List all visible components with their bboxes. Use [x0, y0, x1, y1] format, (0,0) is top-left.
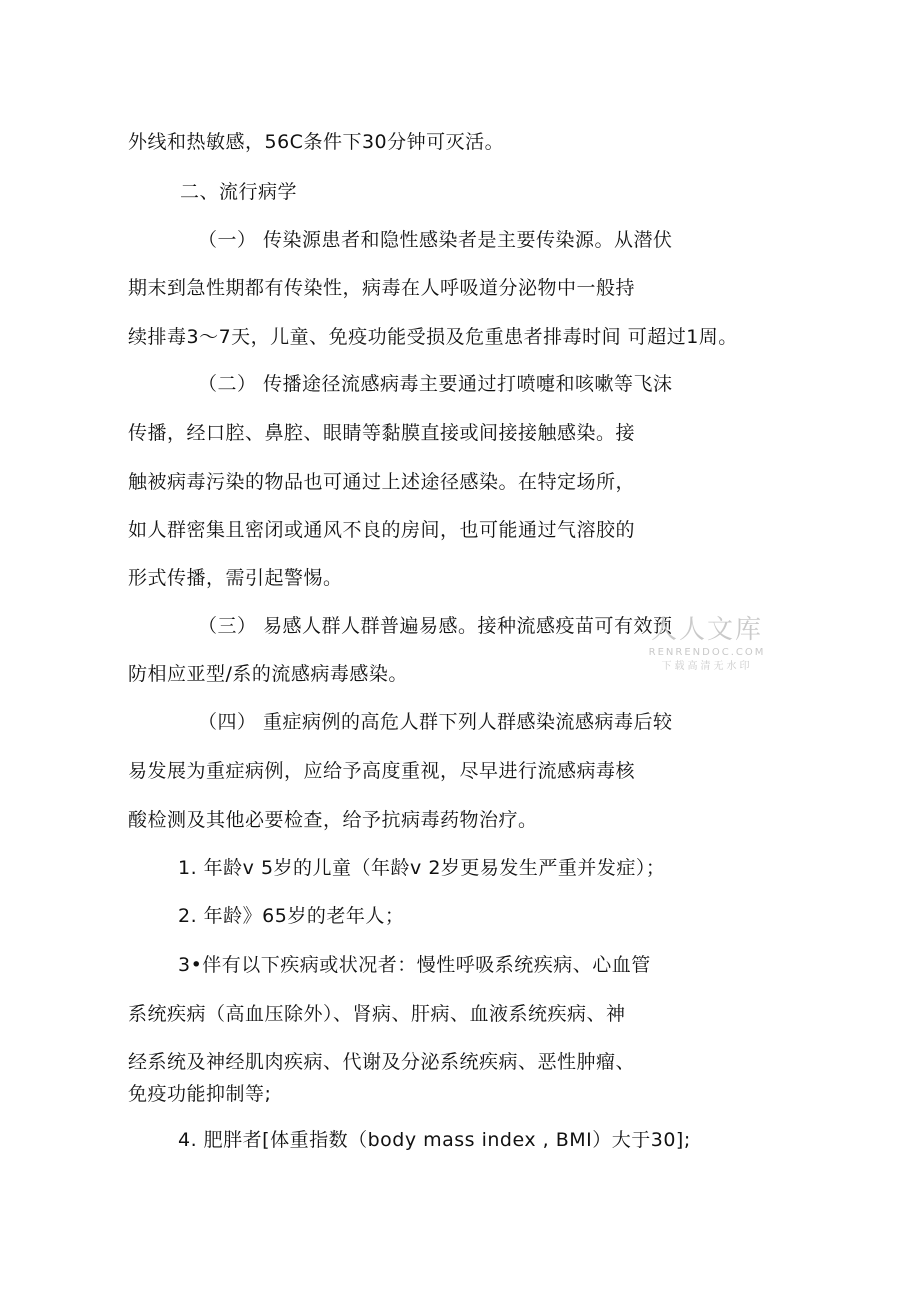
text-line: （二） 传播途径流感病毒主要通过打喷嚏和咳嗽等飞沫: [198, 373, 673, 395]
text-line: 外线和热敏感，56C条件下30分钟可灭活。: [128, 131, 505, 153]
text-line: （一） 传染源患者和隐性感染者是主要传染源。从潜伏: [198, 229, 673, 251]
list-item: 3•伴有以下疾病或状况者：慢性呼吸系统疾病、心血管: [178, 954, 651, 976]
text-line: 期末到急性期都有传染性，病毒在人呼吸道分泌物中一般持: [128, 277, 636, 299]
text-line: 系统疾病（高血压除外）、肾病、肝病、血液系统疾病、神: [128, 1003, 626, 1025]
list-item: 2. 年龄》65岁的老年人；: [178, 905, 405, 927]
section-heading: 二、流行病学: [180, 181, 298, 203]
watermark: [642, 614, 772, 674]
watermark-title: 人人文库: [650, 615, 763, 645]
text-line: 易发展为重症病例，应给予高度重视，尽早进行流感病毒核: [128, 760, 636, 782]
text-line: 触被病毒污染的物品也可通过上述途径感染。在特定场所，: [128, 471, 636, 493]
text-line: 防相应亚型/系的流感病毒感染。: [128, 663, 408, 685]
list-item: 4. 肥胖者[体重指数（body mass index , BMI）大于30];: [178, 1129, 691, 1151]
text-line: 传播，经口腔、鼻腔、眼睛等黏膜直接或间接接触感染。接: [128, 422, 636, 444]
watermark-slogan: 下载高清无水印: [661, 661, 753, 672]
text-line: 免疫功能抑制等;: [128, 1083, 272, 1105]
text-line: （三） 易感人群人群普遍易感。接种流感疫苗可有效预: [198, 615, 673, 637]
text-line: 如人群密集且密闭或通风不良的房间，也可能通过气溶胶的: [128, 519, 636, 541]
text-line: 经系统及神经肌肉疾病、代谢及分泌系统疾病、恶性肿瘤、: [128, 1051, 636, 1073]
text-line: 续排毒3～7天，儿童、免疫功能受损及危重患者排毒时间 可超过1周。: [128, 326, 738, 348]
text-line: （四） 重症病例的高危人群下列人群感染流感病毒后较: [198, 711, 673, 733]
list-item: 1. 年龄v 5岁的儿童（年龄v 2岁更易发生严重并发症）；: [178, 857, 666, 879]
text-line: 酸检测及其他必要检查，给予抗病毒药物治疗。: [128, 809, 538, 831]
watermark-domain: RENRENDOC.COM: [648, 647, 766, 658]
text-line: 形式传播，需引起警惕。: [128, 567, 343, 589]
